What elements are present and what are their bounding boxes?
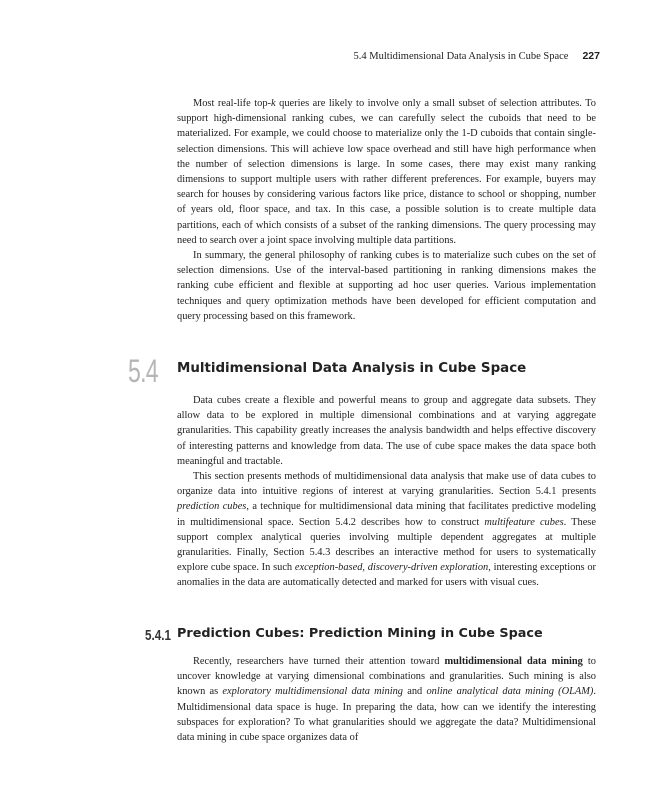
subsection-text-block (177, 654, 596, 745)
text-run: In summary, the general philosophy of ranking cubes is to materialize such cubes on the set of selection dimensions. Use of the interval-based partitioning in ranking dimensions makes the ranking cube efficient and flexible at supporting ad hoc user queries. Various implementation techniques and query optimization methods have been developed for efficient computation and query processing based on this framework. (177, 250, 596, 322)
italic-term: online analytical data mining (OLAM) (426, 686, 594, 698)
bold-term: multidimensional data mining (444, 656, 583, 667)
italic-term: exception-based, discovery-driven exploration (294, 562, 489, 574)
italic-term: k (271, 98, 276, 109)
page-number: 227 (582, 50, 600, 62)
paragraph (177, 654, 596, 745)
text-run: and (403, 686, 427, 698)
intro-text-block (177, 96, 596, 324)
text-run: . Multidimensional data space is huge. In preparing the data, how can we identify the interesting subspaces for exploration? To what granularities should we aggregate the data? Multidimensional data mining in cube space organizes data of (177, 686, 596, 744)
running-title: 5.4 Multidimensional Data Analysis in Cube Space (353, 51, 569, 62)
italic-term: multifeature cubes (484, 516, 564, 528)
text-run: to uncover knowledge at varying dimensional combinations and granularities. Such mining is also known as (177, 656, 597, 698)
text-run: This section presents methods of multidimensional data analysis that make use of data cubes to organize data into intuitive regions of interest at varying granularities. Section 5.4.1 presents (177, 471, 596, 498)
paragraph (177, 469, 596, 591)
section-number: 5.4 (128, 353, 158, 389)
subsection-title: Prediction Cubes: Prediction Mining in Cube Space (177, 626, 543, 641)
section-title: Multidimensional Data Analysis in Cube Space (177, 361, 527, 376)
text-run: Recently, researchers have turned their attention toward (193, 656, 445, 667)
text-run: Most real-life top- (193, 98, 272, 109)
text-run: , a technique for multidimensional data mining that facilitates predictive modeling in multidimensional space. Section 5.4.2 describes how to construct (177, 501, 596, 528)
text-run: queries are likely to involve only a small subset of selection attributes. To support high-dimensional ranking cubes, we can carefully select the cuboids that need to be materialized. For example, we could choose to materialize only the 1-D cuboids that contain single-selection dimensions. This will achieve low space overhead and still have high performance when the number of selection dimensions is large. In some cases, there may exist many ranking dimensions to support multiple users with rather different preferences. For example, buyers may search for houses by considering various factors like price, distance to school or shopping, number of years old, floor space, and tax. In this case, a possible solution is to create multiple data partitions, each of which consists of a subset of the ranking dimensions. The query processing may need to search over a joint space involving multiple data partitions. (177, 98, 596, 246)
italic-term: prediction cubes (177, 501, 247, 513)
paragraph (177, 393, 596, 469)
subsection-number: 5.4.1 (145, 627, 172, 644)
section-text-block (177, 393, 596, 591)
text-run: . These support complex analytical queries involving multiple dependent aggregates at multiple granularities. Finally, Section 5.4.3 describes an interactive method for users to systematically explore cube space. In such (177, 516, 596, 574)
text-run: , interesting exceptions or anomalies in the data are automatically detected and marked for users with visual cues. (177, 562, 597, 589)
paragraph (177, 96, 596, 248)
italic-term: exploratory multidimensional data mining (222, 686, 403, 698)
running-header (300, 50, 600, 62)
text-run: Data cubes create a flexible and powerful means to group and aggregate data subsets. They allow data to be explored in multiple dimensional combinations and at varying aggregate granularities. This capability greatly increases the analysis bandwidth and helps effective discovery of interesting patterns and knowledge from data. The use of cube space makes the data space both meaningful and tractable. (177, 395, 596, 467)
paragraph (177, 248, 596, 324)
